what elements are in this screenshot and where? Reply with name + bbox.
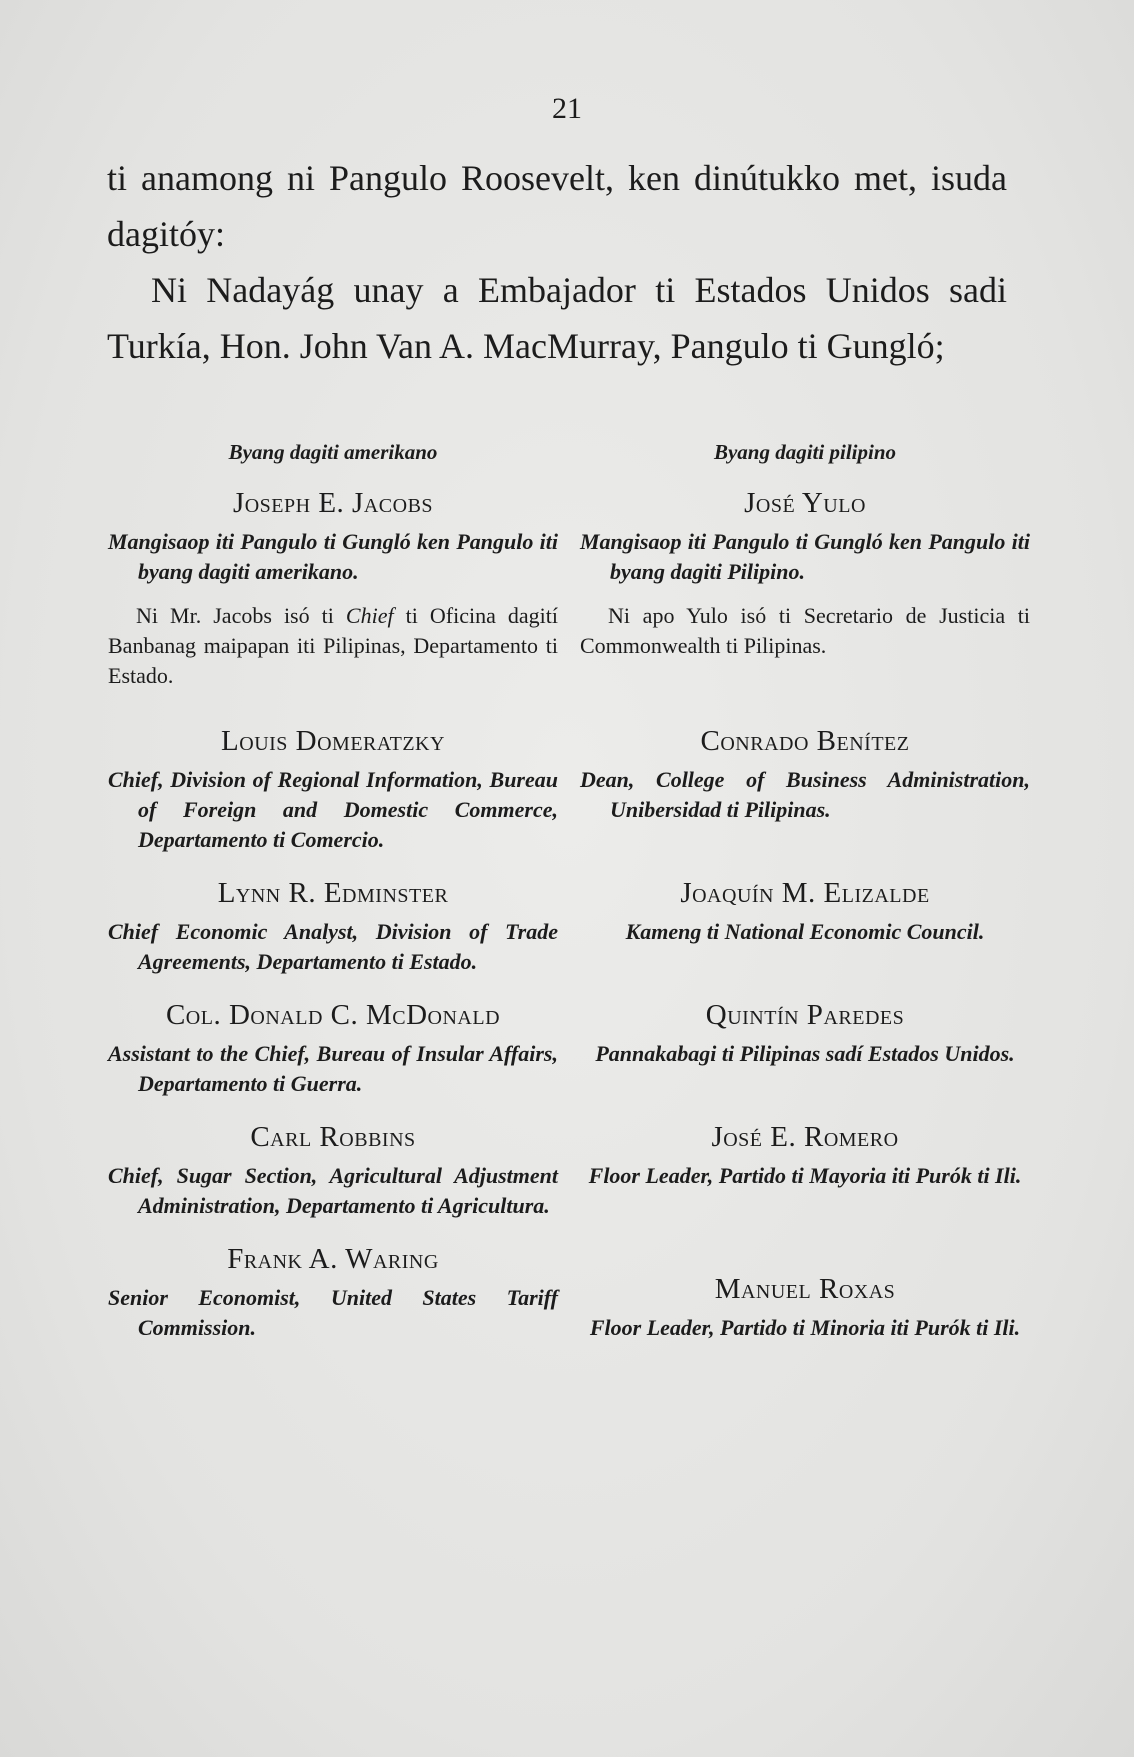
member-name: José E. Romero	[711, 1121, 899, 1153]
intro-paragraph-2: Ni Nadayág unay a Embajador ti Estados Unidos sadi Turkía, Hon. John Van A. MacMurray, Pangulo ti Gungló;	[107, 270, 1007, 366]
right-column-heading: Byang dagiti pilipino	[713, 440, 897, 464]
member-name: Quintín Paredes	[705, 999, 905, 1031]
member-name: José Yulo	[744, 487, 866, 519]
member-name: Conrado Benítez	[700, 725, 910, 757]
left-column	[108, 437, 558, 1343]
member-name: Col. Donald C. McDonald	[165, 999, 501, 1031]
member-note: Ni apo Yulo isó ti Secretario de Justicia ti Commonwealth ti Pilipinas.	[580, 603, 1030, 658]
member-title: Pannakabagi ti Pilipinas sadí Estados Unidos.	[595, 1041, 1015, 1066]
intro-text	[107, 150, 1007, 374]
member-name: Louis Domeratzky	[221, 725, 445, 757]
left-column-heading: Byang dagiti amerikano	[228, 440, 438, 464]
member-entry	[580, 995, 1030, 1069]
member-title: Mangisaop iti Pangulo ti Gungló ken Pangulo iti byang dagiti amerikano.	[108, 529, 558, 584]
member-name: Joseph E. Jacobs	[232, 487, 434, 519]
member-name: Joaquín M. Elizalde	[680, 877, 930, 909]
member-title: Floor Leader, Partido ti Minoria iti Purók ti Ili.	[589, 1315, 1021, 1340]
note-text: ti Oficina dagití Banbanag maipapan iti Pilipinas, Departamento ti Estado.	[108, 603, 559, 688]
member-title: Dean, College of Business Administration, Unibersidad ti Pilipinas.	[580, 767, 1030, 822]
member-entry	[580, 873, 1030, 947]
member-entry	[108, 1239, 558, 1343]
member-name: Carl Robbins	[250, 1121, 416, 1153]
page-number: 21	[552, 92, 582, 125]
member-entry	[108, 721, 558, 855]
member-title: Kameng ti National Economic Council.	[625, 919, 985, 944]
note-text: Ni Mr. Jacobs isó ti	[136, 603, 334, 628]
intro-paragraph-1: ti anamong ni Pangulo Roosevelt, ken dinútukko met, isuda dagitóy:	[107, 158, 1007, 254]
member-entry	[580, 721, 1030, 825]
member-title: Mangisaop iti Pangulo ti Gungló ken Pangulo iti byang dagiti Pilipino.	[580, 529, 1030, 584]
member-title: Floor Leader, Partido ti Mayoria iti Purók ti Ili.	[588, 1163, 1022, 1188]
member-entry	[580, 1117, 1030, 1191]
member-entry	[580, 483, 1030, 661]
member-name: Lynn R. Edminster	[217, 877, 449, 909]
member-title: Chief Economic Analyst, Division of Trade Agreements, Departamento ti Estado.	[108, 919, 558, 974]
member-name: Manuel Roxas	[714, 1273, 896, 1305]
member-entry	[108, 1117, 558, 1221]
member-title: Chief, Division of Regional Information, Bureau of Foreign and Domestic Commerce, Departamento ti Comercio.	[108, 767, 558, 852]
member-entry	[108, 995, 558, 1099]
note-italic: Chief	[345, 603, 394, 628]
member-title: Assistant to the Chief, Bureau of Insular Affairs, Departamento ti Guerra.	[108, 1041, 558, 1096]
member-title: Senior Economist, United States Tariff Commission.	[108, 1285, 558, 1340]
member-note	[108, 601, 558, 691]
member-entry	[580, 1269, 1030, 1343]
member-name: Frank A. Waring	[227, 1243, 439, 1275]
member-entry	[108, 483, 558, 691]
right-column	[580, 437, 1030, 1343]
member-entry	[108, 873, 558, 977]
member-title: Chief, Sugar Section, Agricultural Adjustment Administration, Departamento ti Agricultura.	[108, 1163, 558, 1218]
